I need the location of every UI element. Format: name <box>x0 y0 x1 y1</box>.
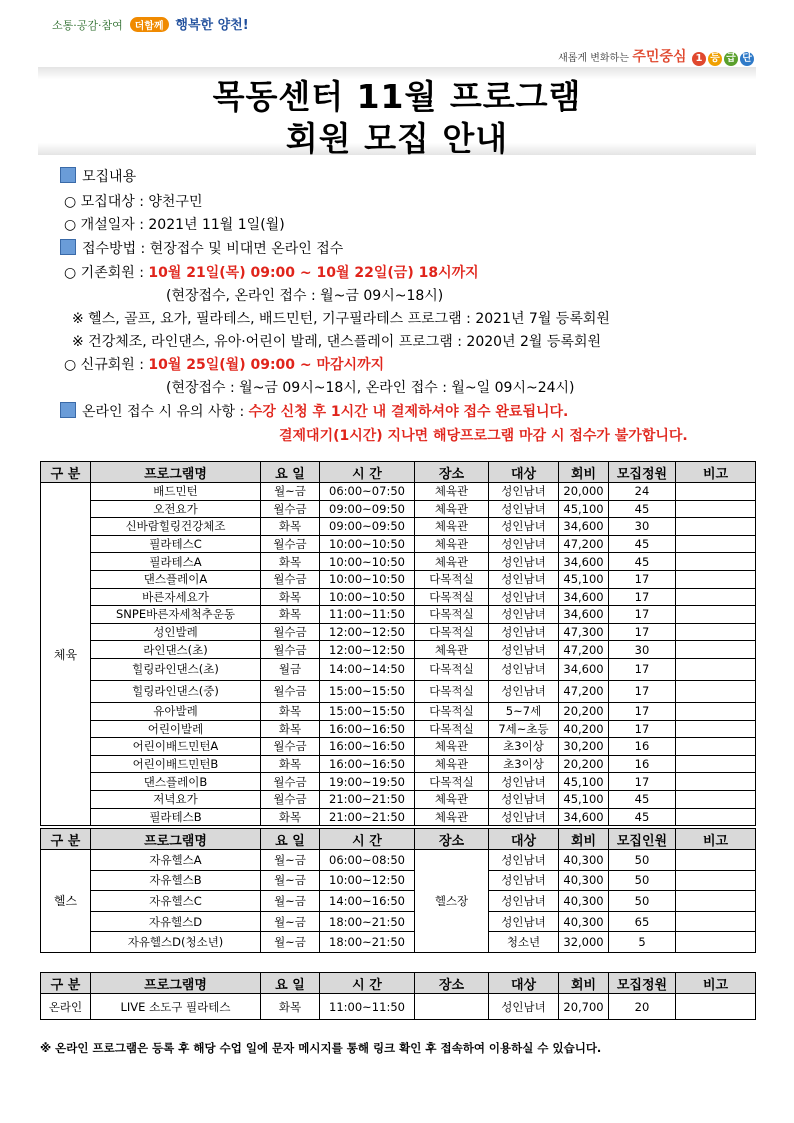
circle-3: 급 <box>724 52 738 66</box>
circle-1: 1 <box>692 52 706 66</box>
table-cell: 10:00~10:50 <box>320 588 415 606</box>
table-cell: 40,300 <box>559 870 609 891</box>
column-header: 대상 <box>489 973 559 994</box>
table-cell <box>676 588 756 606</box>
table-cell: 자유헬스B <box>91 870 261 891</box>
table-cell: 오전요가 <box>91 500 261 518</box>
table-cell: 성인남녀 <box>489 680 559 702</box>
table-row <box>41 773 756 791</box>
note-1: ※ 헬스, 골프, 요가, 필라테스, 배드민턴, 기구필라테스 프로그램 : 2021년 7월 등록회원 <box>72 311 610 327</box>
table-cell: 45 <box>609 808 676 826</box>
online-program-table <box>40 972 756 1020</box>
table-cell: 온라인 <box>41 994 91 1020</box>
table-row <box>41 623 756 641</box>
table-cell <box>676 720 756 738</box>
table-cell: 30,200 <box>559 738 609 756</box>
table-cell: 10:00~10:50 <box>320 570 415 588</box>
column-header: 구 분 <box>41 829 91 850</box>
table-cell: 체육관 <box>415 790 489 808</box>
table-cell <box>676 850 756 871</box>
table-header <box>41 462 756 483</box>
table-row <box>41 570 756 588</box>
table-cell: 성인발레 <box>91 623 261 641</box>
table-cell: 45,100 <box>559 773 609 791</box>
table-cell: 14:00~14:50 <box>320 658 415 680</box>
table-cell: 화목 <box>261 808 320 826</box>
table-cell: 50 <box>609 891 676 912</box>
page-subtitle: 회원 모집 안내 <box>285 119 509 158</box>
table-cell: 09:00~09:50 <box>320 500 415 518</box>
table-cell: 저녁요가 <box>91 790 261 808</box>
gym-program-table <box>40 828 756 953</box>
sports-program-table <box>40 461 756 826</box>
table-cell: 다목적실 <box>415 570 489 588</box>
table-cell <box>676 932 756 953</box>
table-cell: 21:00~21:50 <box>320 790 415 808</box>
table-cell: 15:00~15:50 <box>320 680 415 702</box>
circle-4: 단 <box>740 52 754 66</box>
table-cell: 20,000 <box>559 483 609 501</box>
column-header: 시 간 <box>320 973 415 994</box>
table-cell <box>676 570 756 588</box>
table-row <box>41 738 756 756</box>
table-cell: 45 <box>609 535 676 553</box>
online-warning-2: 결제대기(1시간) 지나면 해당프로그램 마감 시 접수가 불가합니다. <box>279 428 688 444</box>
top-right-logo <box>558 46 754 66</box>
table-cell: 월수금 <box>261 500 320 518</box>
table-cell: 댄스플레이A <box>91 570 261 588</box>
table-cell: 바른자세요가 <box>91 588 261 606</box>
page-title: 목동센터 11월 프로그램 <box>212 77 582 116</box>
table-cell: 어린이배드민턴A <box>91 738 261 756</box>
table-cell <box>676 891 756 912</box>
table-cell: 17 <box>609 680 676 702</box>
table-row <box>41 870 756 891</box>
section-method: 접수방법 : 현장접수 및 비대면 온라인 접수 <box>60 238 343 258</box>
table-row <box>41 720 756 738</box>
table-cell: 65 <box>609 911 676 932</box>
table-cell: 45,100 <box>559 790 609 808</box>
table-cell: 45 <box>609 553 676 571</box>
table-cell: 40,300 <box>559 911 609 932</box>
table-cell: 성인남녀 <box>489 518 559 536</box>
table-cell: 50 <box>609 850 676 871</box>
table-cell: 5 <box>609 932 676 953</box>
table-cell: 월수금 <box>261 738 320 756</box>
table-cell: 다목적실 <box>415 773 489 791</box>
table-cell: 성인남녀 <box>489 891 559 912</box>
table-cell: 성인남녀 <box>489 500 559 518</box>
table-cell: 체육관 <box>415 641 489 659</box>
table-cell <box>676 535 756 553</box>
table-row <box>41 755 756 773</box>
place-cell: 헬스장 <box>415 850 489 953</box>
new-members: ○ 신규회원 : 10월 25일(월) 09:00 ~ 마감시까지 <box>64 357 385 373</box>
table-cell: 21:00~21:50 <box>320 808 415 826</box>
top-left-logo <box>52 14 249 33</box>
table-cell: 18:00~21:50 <box>320 932 415 953</box>
column-header: 요 일 <box>261 973 320 994</box>
new-period: 10월 25일(월) 09:00 ~ 마감시까지 <box>148 357 385 373</box>
table-cell: 성인남녀 <box>489 994 559 1020</box>
table-cell: 19:00~19:50 <box>320 773 415 791</box>
table-cell: 체육관 <box>415 553 489 571</box>
table-cell: 16 <box>609 738 676 756</box>
table-cell: 자유헬스D(청소년) <box>91 932 261 953</box>
table-cell: 화목 <box>261 755 320 773</box>
table-cell <box>676 483 756 501</box>
new-detail: (현장접수 : 월~금 09시~18시, 온라인 접수 : 월~일 09시~24시) <box>166 380 575 396</box>
table-row <box>41 588 756 606</box>
table-cell: 17 <box>609 658 676 680</box>
table-cell: 힐링라인댄스(중) <box>91 680 261 702</box>
online-notice: 온라인 접수 시 유의 사항 : 수강 신청 후 1시간 내 결제하셔야 접수 완료됩니다. <box>60 401 568 421</box>
table-cell: 자유헬스A <box>91 850 261 871</box>
slogan-text: 소통·공감·참여 <box>52 19 123 32</box>
online-warning-1: 수강 신청 후 1시간 내 결제하셔야 접수 완료됩니다. <box>248 404 569 420</box>
table-cell: 17 <box>609 702 676 720</box>
table-cell <box>676 606 756 624</box>
table-cell: 다목적실 <box>415 588 489 606</box>
table-cell: 화목 <box>261 518 320 536</box>
table-cell <box>676 658 756 680</box>
table-row <box>41 553 756 571</box>
table-cell: 11:00~11:50 <box>320 606 415 624</box>
table-cell: 성인남녀 <box>489 850 559 871</box>
table-cell: 성인남녀 <box>489 606 559 624</box>
table-cell: 47,300 <box>559 623 609 641</box>
table-cell: 자유헬스C <box>91 891 261 912</box>
table-row <box>41 641 756 659</box>
table-cell: 월~금 <box>261 850 320 871</box>
table-row <box>41 500 756 518</box>
table-cell: 16:00~16:50 <box>320 755 415 773</box>
column-header: 요 일 <box>261 829 320 850</box>
table-cell: 성인남녀 <box>489 808 559 826</box>
table-cell <box>676 755 756 773</box>
table-cell: 17 <box>609 773 676 791</box>
table-cell: 10:00~10:50 <box>320 553 415 571</box>
table-cell: 체육관 <box>415 518 489 536</box>
existing-members: ○ 기존회원 : 10월 21일(목) 09:00 ~ 10월 22일(금) 18시까지 <box>64 265 479 281</box>
column-header: 비고 <box>676 462 756 483</box>
column-header: 시 간 <box>320 829 415 850</box>
existing-period: 10월 21일(목) 09:00 ~ 10월 22일(금) 18시까지 <box>148 265 479 281</box>
table-cell: 32,000 <box>559 932 609 953</box>
table-header <box>41 829 756 850</box>
table-cell: 성인남녀 <box>489 870 559 891</box>
table-cell: 성인남녀 <box>489 911 559 932</box>
note-2: ※ 건강체조, 라인댄스, 유아·어린이 발레, 댄스플레이 프로그램 : 2020년 2월 등록회원 <box>72 334 602 350</box>
table-cell: 초3이상 <box>489 755 559 773</box>
table-row <box>41 518 756 536</box>
column-header: 비고 <box>676 973 756 994</box>
table-cell: 화목 <box>261 720 320 738</box>
table-cell: 16:00~16:50 <box>320 720 415 738</box>
table-cell: 20,200 <box>559 755 609 773</box>
column-header: 장소 <box>415 829 489 850</box>
table-cell <box>676 623 756 641</box>
table-cell: 성인남녀 <box>489 658 559 680</box>
table-cell: 14:00~16:50 <box>320 891 415 912</box>
table-row <box>41 994 756 1020</box>
table-cell: 40,300 <box>559 850 609 871</box>
table-cell: 성인남녀 <box>489 790 559 808</box>
table-cell: 성인남녀 <box>489 641 559 659</box>
table-cell: 성인남녀 <box>489 588 559 606</box>
table-cell: 17 <box>609 623 676 641</box>
table-cell: 47,200 <box>559 641 609 659</box>
table-header <box>41 973 756 994</box>
table-cell <box>676 870 756 891</box>
table-cell: 11:00~11:50 <box>320 994 415 1020</box>
table-cell <box>676 994 756 1020</box>
column-header: 회비 <box>559 462 609 483</box>
table-cell: LIVE 소도구 필라테스 <box>91 994 261 1020</box>
square-bullet-icon <box>60 239 76 255</box>
table-row <box>41 658 756 680</box>
category-cell: 체육 <box>41 483 91 826</box>
table-cell: 다목적실 <box>415 623 489 641</box>
circle-2: 등 <box>708 52 722 66</box>
table-cell: 20 <box>609 994 676 1020</box>
table-cell: 5~7세 <box>489 702 559 720</box>
table-cell: 성인남녀 <box>489 483 559 501</box>
table-cell: 월~금 <box>261 891 320 912</box>
table-cell: 09:00~09:50 <box>320 518 415 536</box>
table-cell: 47,200 <box>559 680 609 702</box>
table-cell: 다목적실 <box>415 702 489 720</box>
table-cell: 다목적실 <box>415 606 489 624</box>
column-header: 요 일 <box>261 462 320 483</box>
table-cell: 라인댄스(초) <box>91 641 261 659</box>
table-cell: 필라테스B <box>91 808 261 826</box>
table-cell: 17 <box>609 570 676 588</box>
table-cell: 7세~초등 <box>489 720 559 738</box>
footnote: ※ 온라인 프로그램은 등록 후 해당 수업 일에 문자 메시지를 통해 링크 확인 후 접속하여 이용하실 수 있습니다. <box>40 1041 602 1055</box>
table-cell: 힐링라인댄스(초) <box>91 658 261 680</box>
table-cell: 15:00~15:50 <box>320 702 415 720</box>
table-cell: 06:00~08:50 <box>320 850 415 871</box>
table-row <box>41 483 756 501</box>
table-row <box>41 891 756 912</box>
table-cell: 30 <box>609 518 676 536</box>
table-cell: 체육관 <box>415 755 489 773</box>
column-header: 프로그램명 <box>91 973 261 994</box>
recruit-target: ○ 모집대상 : 양천구민 <box>64 194 203 210</box>
brand-text: 행복한 양천! <box>175 18 249 33</box>
badge-logo: 더함께 <box>130 17 169 32</box>
table-cell: 10:00~10:50 <box>320 535 415 553</box>
table-cell: 월수금 <box>261 623 320 641</box>
square-bullet-icon <box>60 167 76 183</box>
table-cell: 17 <box>609 606 676 624</box>
start-date: ○ 개설일자 : 2021년 11월 1일(월) <box>64 217 285 233</box>
table-row <box>41 790 756 808</box>
table-cell: 34,600 <box>559 518 609 536</box>
table-cell: 17 <box>609 720 676 738</box>
table-cell: 월금 <box>261 658 320 680</box>
table-cell: 10:00~12:50 <box>320 870 415 891</box>
table-cell: 체육관 <box>415 500 489 518</box>
table-cell: 45 <box>609 500 676 518</box>
table-cell: 필라테스A <box>91 553 261 571</box>
category-cell: 헬스 <box>41 850 91 953</box>
table-cell: 배드민턴 <box>91 483 261 501</box>
table-cell: 청소년 <box>489 932 559 953</box>
column-header: 구 분 <box>41 462 91 483</box>
table-cell: 34,600 <box>559 588 609 606</box>
column-header: 모집정원 <box>609 973 676 994</box>
column-header: 모집인원 <box>609 829 676 850</box>
table-cell: 40,300 <box>559 891 609 912</box>
table-cell: 다목적실 <box>415 658 489 680</box>
square-bullet-icon <box>60 402 76 418</box>
table-cell: 성인남녀 <box>489 623 559 641</box>
table-cell: 월~금 <box>261 911 320 932</box>
table-cell: 월~금 <box>261 932 320 953</box>
table-cell: 화목 <box>261 553 320 571</box>
table-cell: 필라테스C <box>91 535 261 553</box>
table-cell: 화목 <box>261 588 320 606</box>
column-header: 비고 <box>676 829 756 850</box>
column-header: 회비 <box>559 829 609 850</box>
table-cell: 화목 <box>261 702 320 720</box>
table-cell: 12:00~12:50 <box>320 641 415 659</box>
table-cell <box>676 553 756 571</box>
table-cell: 34,600 <box>559 658 609 680</box>
table-cell: 체육관 <box>415 738 489 756</box>
table-cell: 초3이상 <box>489 738 559 756</box>
table-row <box>41 932 756 953</box>
table-cell: 댄스플레이B <box>91 773 261 791</box>
table-cell: 성인남녀 <box>489 773 559 791</box>
table-cell: 다목적실 <box>415 680 489 702</box>
table-cell: 성인남녀 <box>489 553 559 571</box>
column-header: 프로그램명 <box>91 462 261 483</box>
table-cell <box>676 738 756 756</box>
table-cell: 20,200 <box>559 702 609 720</box>
table-cell: 화목 <box>261 994 320 1020</box>
table-row <box>41 702 756 720</box>
column-header: 모집정원 <box>609 462 676 483</box>
table-cell: 월수금 <box>261 570 320 588</box>
column-header: 장소 <box>415 973 489 994</box>
column-header: 대상 <box>489 829 559 850</box>
table-cell: 34,600 <box>559 606 609 624</box>
table-cell: 월수금 <box>261 773 320 791</box>
table-cell: 다목적실 <box>415 720 489 738</box>
table-cell: 34,600 <box>559 808 609 826</box>
table-cell: 20,700 <box>559 994 609 1020</box>
table-cell: 47,200 <box>559 535 609 553</box>
table-cell <box>676 518 756 536</box>
table-cell: 유아발레 <box>91 702 261 720</box>
table-cell <box>676 790 756 808</box>
column-header: 회비 <box>559 973 609 994</box>
table-row <box>41 808 756 826</box>
table-cell: 30 <box>609 641 676 659</box>
table-row <box>41 911 756 932</box>
table-cell: 어린이발레 <box>91 720 261 738</box>
table-row <box>41 535 756 553</box>
table-cell <box>676 702 756 720</box>
table-cell: 16 <box>609 755 676 773</box>
column-header: 대상 <box>489 462 559 483</box>
table-cell <box>676 680 756 702</box>
table-cell: 월수금 <box>261 790 320 808</box>
table-cell <box>676 641 756 659</box>
table-cell: 성인남녀 <box>489 535 559 553</box>
table-cell: 17 <box>609 588 676 606</box>
table-cell: SNPE바른자세척추운동 <box>91 606 261 624</box>
table-cell: 45,100 <box>559 500 609 518</box>
column-header: 장소 <box>415 462 489 483</box>
table-cell: 16:00~16:50 <box>320 738 415 756</box>
table-cell: 월수금 <box>261 641 320 659</box>
table-cell: 45 <box>609 790 676 808</box>
section-recruit: 모집내용 <box>60 166 136 186</box>
table-cell: 34,600 <box>559 553 609 571</box>
table-cell <box>676 773 756 791</box>
right-main-text: 주민중심 <box>632 49 687 65</box>
table-cell: 18:00~21:50 <box>320 911 415 932</box>
table-cell <box>676 500 756 518</box>
table-cell: 월수금 <box>261 535 320 553</box>
table-cell: 체육관 <box>415 808 489 826</box>
table-cell: 24 <box>609 483 676 501</box>
table-cell: 화목 <box>261 606 320 624</box>
table-cell: 06:00~07:50 <box>320 483 415 501</box>
table-cell: 월~금 <box>261 483 320 501</box>
column-header: 시 간 <box>320 462 415 483</box>
table-cell <box>415 994 489 1020</box>
table-cell: 어린이배드민턴B <box>91 755 261 773</box>
column-header: 프로그램명 <box>91 829 261 850</box>
table-row <box>41 606 756 624</box>
table-cell: 50 <box>609 870 676 891</box>
table-cell: 체육관 <box>415 483 489 501</box>
table-cell: 40,200 <box>559 720 609 738</box>
right-sub-text: 새롭게 변화하는 <box>558 53 629 64</box>
table-cell: 월수금 <box>261 680 320 702</box>
column-header: 구 분 <box>41 973 91 994</box>
table-cell <box>676 808 756 826</box>
table-cell: 신바람힐링건강체조 <box>91 518 261 536</box>
table-cell: 체육관 <box>415 535 489 553</box>
table-row <box>41 850 756 871</box>
table-cell: 월~금 <box>261 870 320 891</box>
table-cell: 45,100 <box>559 570 609 588</box>
table-cell: 12:00~12:50 <box>320 623 415 641</box>
table-row <box>41 680 756 702</box>
table-cell <box>676 911 756 932</box>
table-cell: 성인남녀 <box>489 570 559 588</box>
existing-detail: (현장접수, 온라인 접수 : 월~금 09시~18시) <box>166 288 444 304</box>
table-cell: 자유헬스D <box>91 911 261 932</box>
